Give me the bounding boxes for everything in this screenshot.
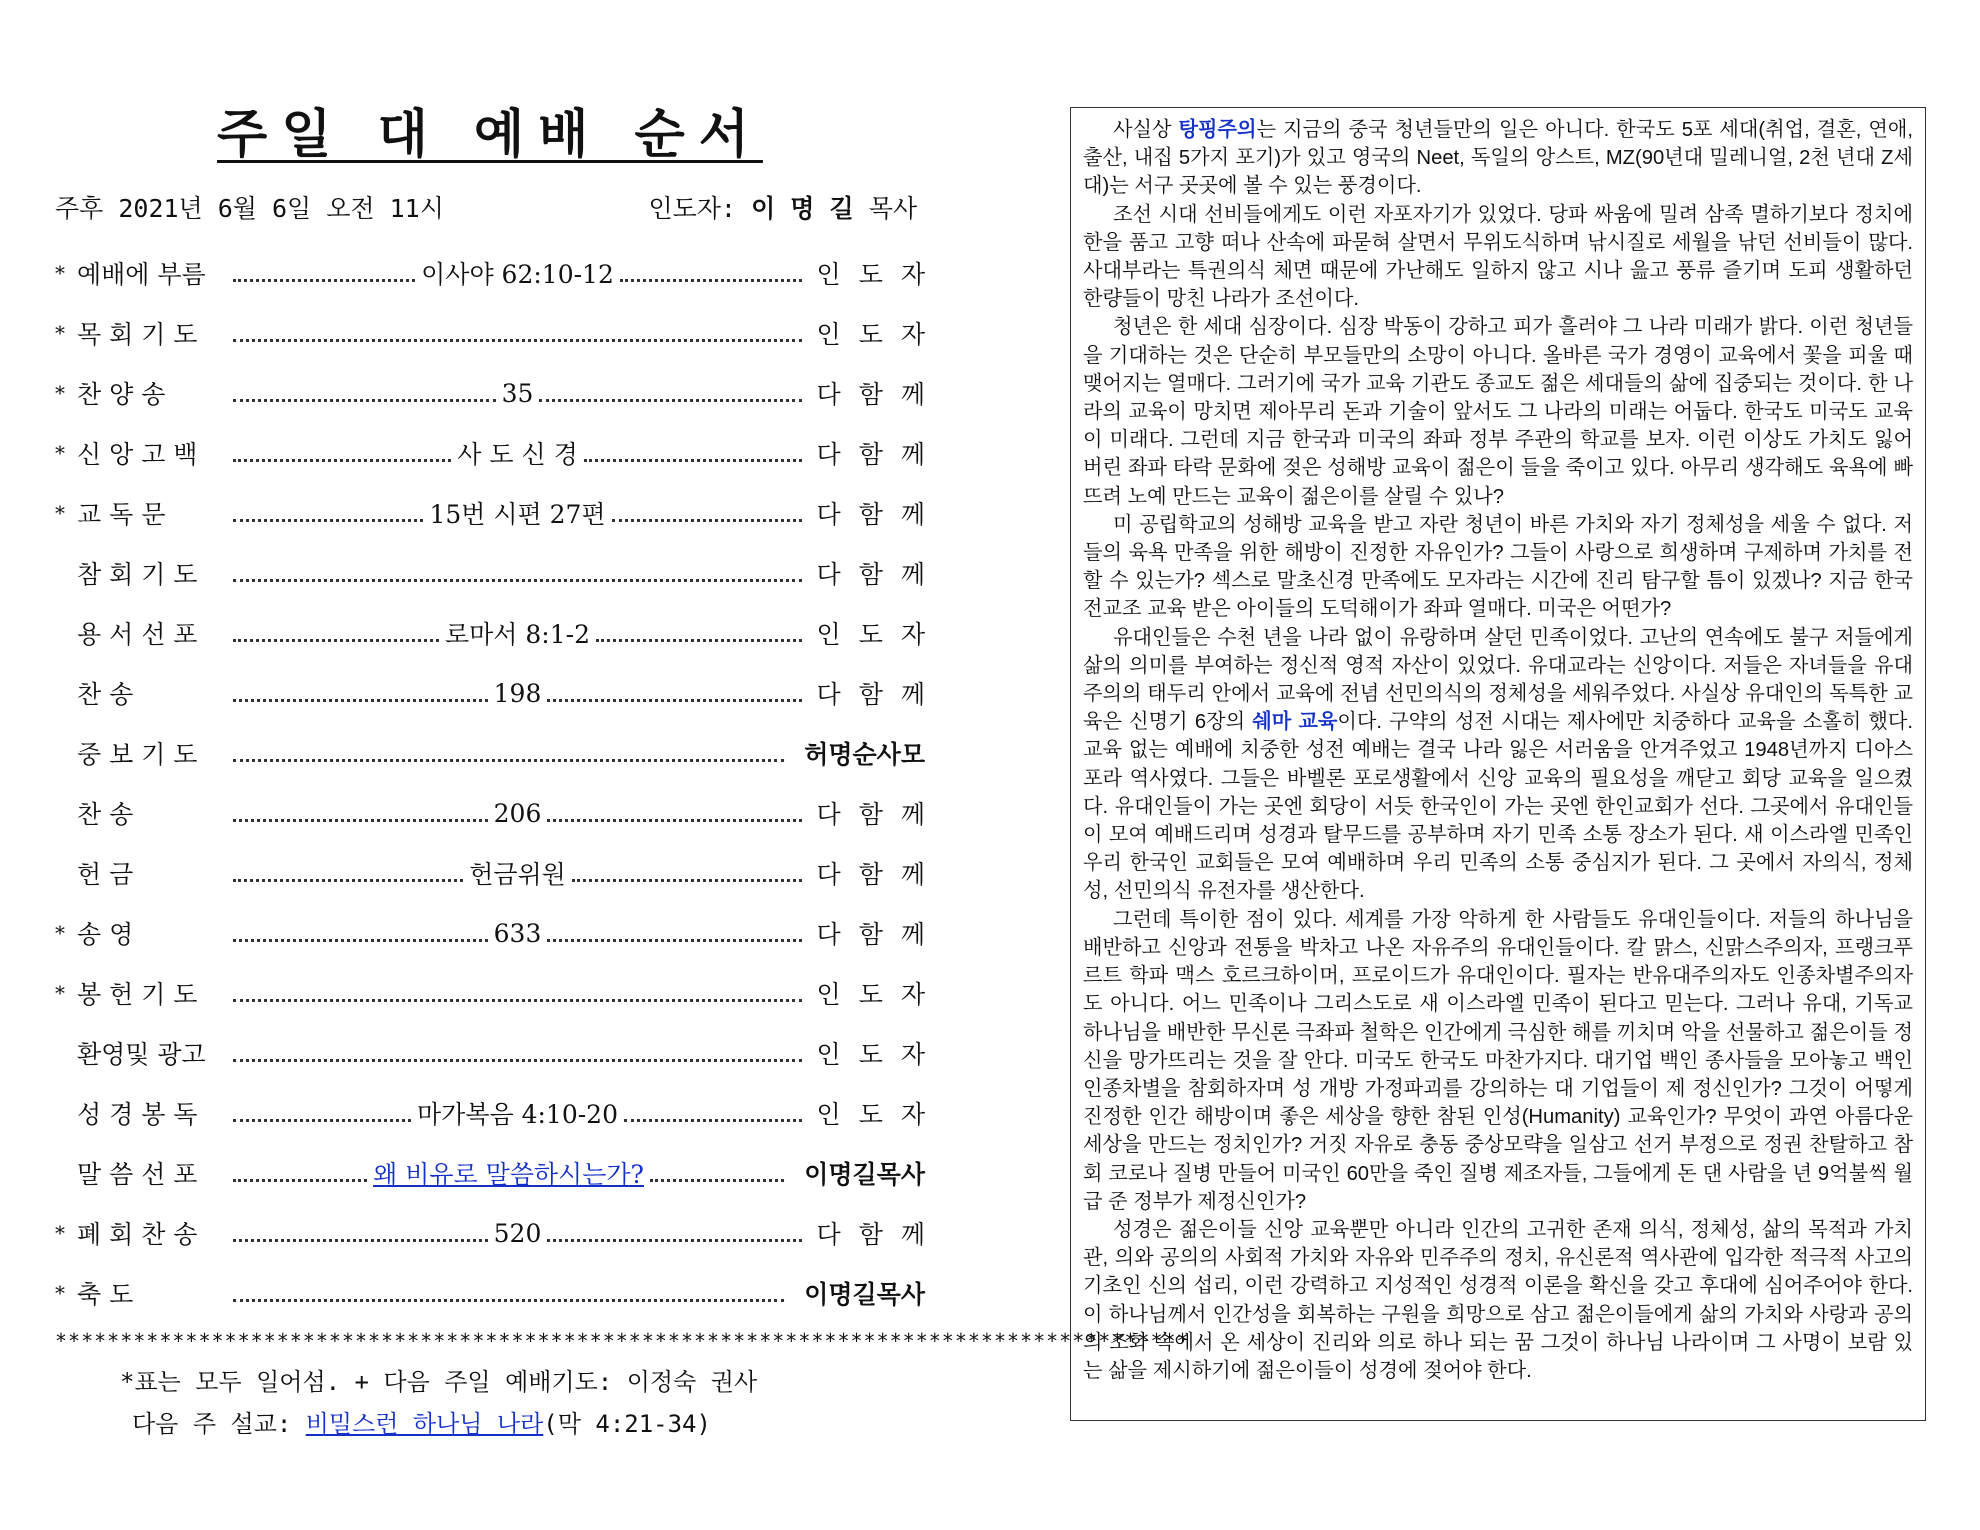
order-row: [55, 843, 943, 903]
order-content-text: 35: [501, 378, 534, 408]
order-content: [227, 1045, 808, 1062]
order-content: [227, 745, 790, 762]
essay-paragraph: 성경은 젊은이들 신앙 교육뿐만 아니라 인간의 고귀한 존재 의식, 정체성, 삶의 목적과 가치관, 의와 공의의 사회적 가치와 자유와 민주주의 정치, 유신론적 역사관에 입각한 적극적 사고의 기초인 신의 섭리, 이런 강력하고 지성적인 성경적 이론을 확신을 갖고 후대에 심어주어야 한다. 이 하나님께서 인간성을 회복하는 구원을 희망으로 삼고 젊은이들에게 삶의 가치와 사랑과 공의의 조화 속에서 온 세상이 진리와 의로 하나 되는 꿈 그것이 하나님 나라이며 그 사명이 보람 있는 삶을 제시하기에 젊은이들이 성경에 젖어야 한다.: [1083, 1218, 1913, 1382]
notes: [120, 1361, 925, 1445]
order-label: 목 회 기 도: [77, 320, 198, 349]
order-person: 인도자: [816, 980, 943, 1009]
order-content-text: 206: [493, 798, 542, 828]
standing-marker: *: [55, 981, 65, 1005]
order-content-text[interactable]: 왜 비유로 말씀하시는가?: [373, 1160, 644, 1189]
order-content: [227, 435, 808, 471]
order-content-text: 633: [493, 918, 542, 948]
order-person: 다함께: [816, 380, 943, 409]
order-content: [227, 985, 808, 1002]
order-row: [55, 1203, 943, 1263]
order-label: 교 독 문: [77, 500, 166, 529]
standing-marker: *: [55, 921, 65, 945]
next-sermon-line: 다음 주 설교: 비밀스런 하나님 나라(막 4:21-34): [132, 1410, 711, 1438]
standing-marker: *: [55, 381, 65, 405]
standing-marker: *: [55, 321, 65, 345]
standing-marker: *: [55, 501, 65, 525]
order-row: [55, 243, 943, 303]
order-content: [227, 615, 808, 651]
order-person: 다함께: [816, 800, 943, 829]
order-content: [227, 1155, 790, 1191]
standing-marker: *: [55, 261, 65, 285]
order-row: [55, 543, 943, 603]
order-row: [55, 903, 943, 963]
order-person: 이명길목사: [804, 1280, 925, 1309]
leader-name: 이 명 길: [751, 194, 854, 223]
standing-marker: *: [55, 441, 65, 465]
order-person: 인도자: [816, 1100, 943, 1129]
order-person: 다함께: [816, 1220, 943, 1249]
order-content: [227, 799, 808, 828]
order-person: 다함께: [816, 860, 943, 889]
order-label: 봉 헌 기 도: [77, 980, 198, 1009]
order-content-text: 520: [493, 1218, 542, 1248]
order-label: 헌 금: [77, 860, 134, 889]
next-sermon-title[interactable]: 비밀스런 하나님 나라: [305, 1410, 544, 1438]
order-label: 신 앙 고 백: [77, 440, 198, 469]
order-row: [55, 363, 943, 423]
order-row: [55, 783, 943, 843]
order-person: 허명순사모: [804, 740, 925, 769]
service-info: [55, 189, 925, 225]
order-content: [227, 565, 808, 582]
order-content: [227, 1219, 808, 1248]
order-content-text: 로마서 8:1-2: [445, 620, 590, 649]
order-label: 찬 양 송: [77, 380, 166, 409]
essay-paragraph: 조선 시대 선비들에게도 이런 자포자기가 있었다. 당파 싸움에 밀려 삼족 멸하기보다 정치에 한을 품고 고향 떠나 산속에 파묻혀 살면서 무위도식하며 낚시질로 세월을 낚던 선비들이 많다. 사대부라는 특권의식 체면 때문에 가난해도 일하지 않고 시나 읊고 풍류 즐기며 도피 생활하던 한량들이 망친 나라가 조선이다.: [1083, 203, 1913, 311]
order-content: [227, 325, 808, 342]
order-label: 용 서 선 포: [77, 620, 198, 649]
essay-paragraph: 유대인들은 수천 년을 나라 없이 유랑하며 살던 민족이었다. 고난의 연속에도 불구 저들에게 삶의 의미를 부여하는 정신적 영적 자산이 있었다. 유대교라는 신앙이다. 저들은 자녀들을 유대주의의 태두리 안에서 교육에 전념 선민의식의 정체성을 세워주었다. 사실상 유대인의 독특한 교육은 신명기 6장의 쉐마 교육이다. 구약의 성전 시대는 제사에만 치중하다 교육을 소홀히 했다. 교육 없는 예배에 치중한 성전 예배는 결국 나라 잃은 서러움을 안겨주었고 1948년까지 디아스포라 역사였다. 그들은 바벨론 포로생활에서 신앙 교육의 필요성을 깨닫고 회당 교육을 일으켰다. 유대인들이 가는 곳엔 회당이 서듯 한국인이 가는 곳엔 한인교회가 선다. 그곳에서 유대인들이 모여 예배드리며 성경과 탈무드를 공부하며 자기 민족 소통 장소가 된다. 새 이스라엘 민족인 우리 한국인 교회들은 모여 예배하며 우리 민족의 소통 중심지가 된다. 그 곳에서 자의식, 정체성, 선민의식 유전자를 생산한다.: [1083, 626, 1913, 903]
order-row: [55, 483, 943, 543]
order-row: [55, 1263, 925, 1323]
order-row: [55, 663, 943, 723]
order-person: 다함께: [816, 920, 943, 949]
order-content: [227, 379, 808, 408]
order-content-text: 15번 시편 27편: [429, 500, 606, 529]
order-content: [227, 1285, 790, 1302]
essay-paragraph: 청년은 한 세대 심장이다. 심장 박동이 강하고 피가 흘러야 그 나라 미래가 밝다. 이런 청년들을 기대하는 것은 단순히 부모들만의 소망이 아니다. 올바른 국가 경영이 교육에서 꽃을 피울 때 맺어지는 열매다. 그러기에 국가 교육 기관도 종교도 젊은 세대들의 삶에 집중되는 것이다. 한 나라의 교육이 망치면 제아무리 돈과 기술이 앞서도 그 나라의 미래는 어둡다. 한국도 미국도 교육이 미래다. 그런데 지금 한국과 미국의 좌파 정부 주관의 학교를 보자. 이런 이상도 가치도 잃어버린 좌파 타락 문화에 젖은 성해방 교육이 젊은이 들을 죽이고 있다. 아무리 생각해도 육욕에 빠뜨려 노예 만드는 교육이 젊은이를 살릴 수 있나?: [1083, 316, 1913, 508]
keyword-highlight: 쉐마 교육: [1252, 711, 1338, 734]
order-label: 찬 송: [77, 800, 134, 829]
order-label: 폐 회 찬 송: [77, 1220, 198, 1249]
worship-order-panel: [55, 92, 1190, 1445]
essay-paragraph: 사실상 탕핑주의는 지금의 중국 청년들만의 일은 아니다. 한국도 5포 세대(취업, 결혼, 연애, 출산, 내집 5가지 포기)가 있고 영국의 Neet, 독일의 앙스트, MZ(90년대 밀레니얼, 2천 년대 Z세대)는 서구 곳곳에 볼 수 있는 풍경이다.: [1083, 119, 1913, 198]
page-title: 주일 대 예배 순서: [217, 105, 763, 165]
order-person: 인도자: [816, 1040, 943, 1069]
order-person: 다함께: [816, 560, 943, 589]
order-row: [55, 723, 925, 783]
order-content: [227, 255, 808, 291]
order-content-text: 사 도 신 경: [457, 440, 578, 469]
order-person: 다함께: [816, 500, 943, 529]
essay-paragraph: 그런데 특이한 점이 있다. 세계를 가장 악하게 한 사람들도 유대인들이다. 저들의 하나님을 배반하고 신앙과 전통을 박차고 나온 자유주의 유대인들이다. 칼 맑스, 신맑스주의자, 프랭크푸르트 학파 맥스 호르크하이머, 프로이드가 유대인이다. 필자는 반유대주의자도 인종차별주의자도 아니다. 어느 민족이나 그리스도로 새 이스라엘 민족이 된다고 믿는다. 그러나 유대, 기독교 하나님을 배반한 무신론 극좌파 철학은 인간에게 극심한 해를 끼치며 악을 선물하고 젊은이들 정신을 망가뜨리는 것을 잘 안다. 미국도 한국도 마찬가지다. 대기업 백인 종사들을 모아놓고 백인 인종차별을 참회하자며 성 개방 가정파괴를 강의하는 대 기업들이 제 정신인가? 그것이 어떻게 진정한 인간 해방이며 좋은 세상을 향한 참된 인성(Humanity) 교육인가? 무엇이 과연 아름다운 세상을 만드는 정치인가? 거짓 자유로 충동 중상모략을 일삼고 선거 부정으로 정권 찬탈하고 참회 코로나 질병 만들어 미국인 60만을 죽인 질병 제조자들, 그들에게 돈 댄 사람을 년 9억불씩 월급 준 정부가 제정신인가?: [1083, 908, 1913, 1213]
order-label: 축 도: [77, 1280, 134, 1309]
order-person: 이명길목사: [804, 1160, 925, 1189]
order-content-text: 198: [493, 678, 542, 708]
order-content: [227, 495, 808, 531]
order-person: 인도자: [816, 320, 943, 349]
standing-marker: *: [55, 1281, 65, 1305]
order-label: 참 회 기 도: [77, 560, 198, 589]
order-label: 성 경 봉 독: [77, 1100, 198, 1129]
order-row: [55, 603, 943, 663]
order-label: 예배에 부름: [77, 260, 206, 289]
order-content-text: 헌금위원: [469, 860, 566, 889]
leader-info: 인도자: 이 명 길 목사: [648, 194, 917, 223]
order-row: [55, 1023, 943, 1083]
order-row: [55, 963, 943, 1023]
order-row: [55, 1083, 943, 1143]
order-content: [227, 679, 808, 708]
order-list: [55, 243, 943, 1323]
standing-marker: *: [55, 1221, 65, 1245]
order-person: 인도자: [816, 620, 943, 649]
order-person: 다함께: [816, 680, 943, 709]
order-person: 다함께: [816, 440, 943, 469]
keyword-highlight: 탕핑주의: [1178, 119, 1257, 141]
order-content: [227, 919, 808, 948]
separator: ***************************************************************************************: [55, 1329, 1190, 1353]
order-row: [55, 423, 943, 483]
order-label: 송 영: [77, 920, 134, 949]
order-row: [55, 303, 943, 363]
essay-panel: [1070, 107, 1926, 1421]
essay-paragraph: 미 공립학교의 성해방 교육을 받고 자란 청년이 바른 가치와 자기 정체성을 세울 수 없다. 저들의 육욕 만족을 위한 해방이 진정한 자유인가? 그들이 사랑으로 희생하며 구제하며 가치를 전할 수 있는가? 섹스로 말초신경 만족에도 모자라는 시간에 진리 탐구할 틈이 있겠나? 지금 한국 전교조 교육 받은 아이들의 도덕해이가 좌파 열매다. 미국은 어떤가?: [1083, 513, 1913, 621]
order-content: [227, 855, 808, 891]
order-content-text: 이사야 62:10-12: [421, 260, 614, 289]
order-label: 말 씀 선 포: [77, 1160, 198, 1189]
order-content: [227, 1095, 808, 1131]
order-row: [55, 1143, 925, 1203]
order-label: 중 보 기 도: [77, 740, 198, 769]
order-content-text: 마가복음 4:10-20: [417, 1100, 618, 1129]
notes-line: *표는 모두 일어섬. + 다음 주일 예배기도: 이정숙 권사: [120, 1368, 758, 1396]
order-label: 찬 송: [77, 680, 134, 709]
order-person: 인도자: [816, 260, 943, 289]
service-date: 주후 2021년 6월 6일 오전 11시: [55, 194, 444, 223]
order-label: 환영및 광고: [77, 1040, 206, 1069]
